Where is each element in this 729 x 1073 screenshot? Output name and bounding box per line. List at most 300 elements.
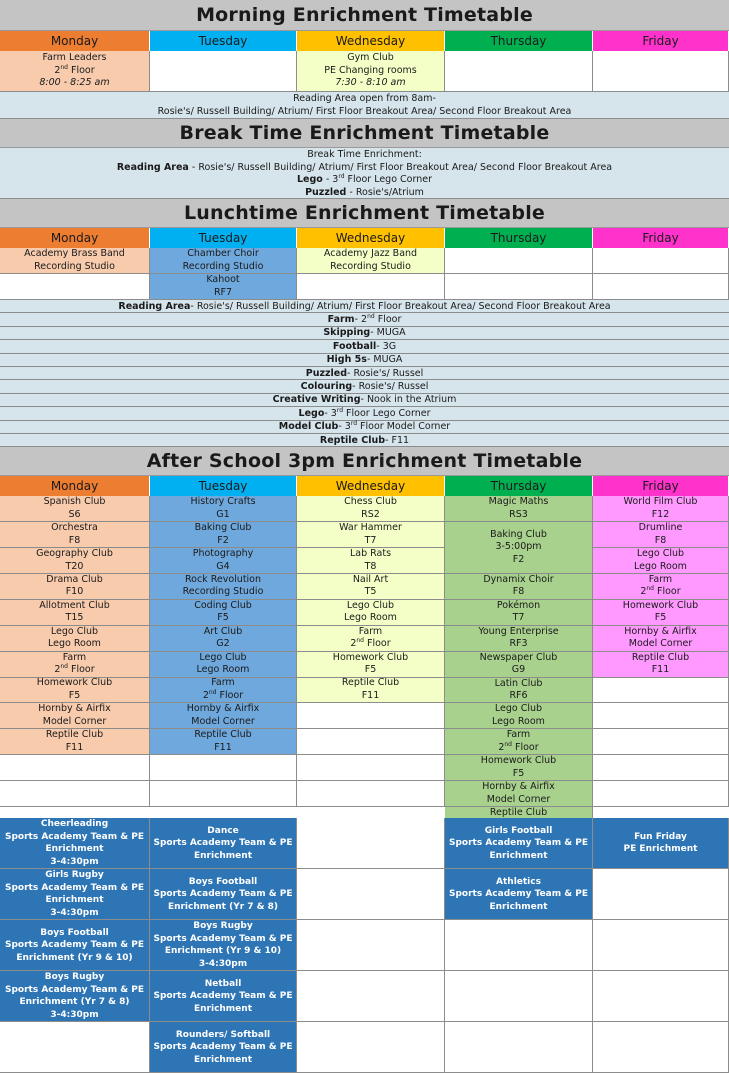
club-cell <box>297 574 445 600</box>
sports-activity-cell <box>0 869 150 920</box>
club-name: Lego Club <box>346 599 395 611</box>
lunch-monday-activity <box>0 248 150 274</box>
empty-cell <box>297 703 445 729</box>
empty-cell <box>297 781 445 807</box>
sport-detail: Sports Academy Team & PE <box>5 984 144 995</box>
lunch-line: Model Club - 3rd Floor Model Corner <box>0 421 729 434</box>
lunch-line: Puzzled - Rosie's/ Russel <box>0 367 729 380</box>
break-line: Lego - 3rd Floor Lego Corner <box>297 172 432 185</box>
club-name: Baking Club <box>490 528 547 540</box>
club-name: Farm <box>358 625 383 637</box>
club-detail: Model Corner <box>628 638 693 650</box>
empty-cell <box>593 971 729 1022</box>
club-detail: Recording Studio <box>182 586 264 598</box>
club-detail: 2nd Floor <box>498 740 539 753</box>
club-detail: T5 <box>364 586 377 598</box>
club-cell <box>445 781 593 807</box>
club-name: Orchestra <box>51 522 98 534</box>
club-cell <box>0 729 150 755</box>
club-cell <box>0 496 150 522</box>
morning-thursday-empty <box>445 51 593 92</box>
sport-detail: Enrichment <box>489 850 548 861</box>
empty-cell <box>297 869 445 920</box>
lunch-title: Lunchtime Enrichment Timetable <box>0 199 729 228</box>
morning-wednesday-activity <box>297 51 445 92</box>
thursday-sports-column <box>445 818 593 1073</box>
club-detail: T7 <box>512 612 525 624</box>
club-cell <box>445 652 593 678</box>
club-name: Hornby & Airfix <box>624 625 697 637</box>
lunch-row-2 <box>0 274 729 300</box>
sports-academy-grid <box>0 818 729 1073</box>
lunch-line: Creative Writing - Nook in the Atrium <box>0 394 729 407</box>
club-cell <box>593 652 729 678</box>
activity-name: Academy Brass Band <box>24 248 125 259</box>
club-detail: 2nd Floor <box>54 662 95 676</box>
wednesday-sports-column <box>297 818 445 1073</box>
club-detail: T8 <box>364 560 377 572</box>
sport-name: Boys Football <box>40 927 109 938</box>
sport-detail: Enrichment <box>193 850 252 861</box>
lunch-thursday-empty <box>445 248 593 274</box>
morning-day-header <box>0 31 729 51</box>
empty-cell <box>593 729 729 755</box>
empty-cell <box>150 755 297 781</box>
lunch-line: Lego - 3rd Floor Lego Corner <box>0 407 729 420</box>
club-detail: F5 <box>512 767 525 779</box>
club-name: Drama Club <box>46 573 103 585</box>
club-cell <box>150 600 297 626</box>
club-cell <box>445 729 593 755</box>
club-detail: RS2 <box>361 508 380 520</box>
sport-detail: PE Enrichment <box>623 844 698 855</box>
club-name: Chess Club <box>344 496 397 508</box>
club-detail: RF6 <box>509 690 528 701</box>
sport-detail: Sports Academy Team & PE <box>5 940 144 951</box>
sport-detail: Sports Academy Team & PE <box>5 831 144 842</box>
club-name: Homework Club <box>36 677 113 689</box>
club-cell <box>150 574 297 600</box>
empty-cell <box>0 1022 150 1073</box>
club-name: War Hammer <box>339 522 402 534</box>
sports-activity-cell <box>0 920 150 971</box>
club-name: Lego Club <box>636 548 685 560</box>
club-cell <box>593 496 729 522</box>
sport-name: Girls Rugby <box>45 870 104 881</box>
sport-detail: Enrichment <box>489 901 548 912</box>
empty-cell <box>297 818 445 869</box>
club-name: Reptile Club <box>45 729 104 741</box>
club-name: Lego Club <box>199 651 247 663</box>
club-name: Lab Rats <box>349 548 392 560</box>
club-cell <box>445 522 593 574</box>
club-detail: F8 <box>512 586 525 598</box>
sport-name: Boys Rugby <box>44 972 105 983</box>
empty-cell <box>297 971 445 1022</box>
lunch-line: Colouring - Rosie's/ Russel <box>0 380 729 393</box>
empty-cell <box>0 781 150 807</box>
sport-detail: Sports Academy Team & PE <box>153 991 293 1002</box>
club-name: Reptile Club <box>341 677 400 689</box>
sport-detail: Sports Academy Team & PE <box>449 838 588 849</box>
thursday-clubs-column <box>445 496 593 818</box>
sports-activity-cell <box>593 818 729 869</box>
club-detail: 2nd Floor <box>350 637 391 650</box>
club-cell <box>593 574 729 600</box>
lunch-line: Football - 3G <box>0 340 729 353</box>
after-day-monday: Monday <box>0 476 150 496</box>
club-cell <box>445 600 593 626</box>
morning-day-tuesday: Tuesday <box>150 31 297 51</box>
sports-activity-cell <box>0 818 150 869</box>
club-detail: Lego Room <box>634 560 687 572</box>
club-cell <box>150 626 297 652</box>
club-detail: F5 <box>217 612 229 624</box>
empty-cell <box>593 781 729 807</box>
empty-cell <box>150 781 297 807</box>
empty-cell <box>297 729 445 755</box>
lunch-day-tuesday: Tuesday <box>150 228 297 248</box>
after-school-club-grid <box>0 496 729 818</box>
friday-sports-column <box>593 818 729 1073</box>
lunch-friday-empty <box>593 248 729 274</box>
lunch-day-thursday: Thursday <box>445 228 593 248</box>
club-detail: S6 <box>68 508 81 520</box>
club-name: Coding Club <box>194 599 252 611</box>
club-cell <box>0 600 150 626</box>
club-name: Baking Club <box>194 522 252 534</box>
club-name: History Crafts <box>190 496 256 508</box>
sport-detail: Enrichment <box>193 1054 252 1065</box>
club-detail: F11 <box>361 689 380 701</box>
reading-area-heading: Reading Area open from 8am- <box>293 93 436 104</box>
sport-detail: Sports Academy Team & PE <box>449 889 588 900</box>
club-cell <box>593 626 729 652</box>
club-cell <box>150 652 297 678</box>
club-name: Young Enterprise <box>478 625 559 637</box>
sports-activity-cell <box>150 1022 297 1073</box>
club-name: Hornby & Airfix <box>186 703 260 715</box>
club-cell <box>0 652 150 678</box>
sports-activity-cell <box>150 869 297 920</box>
reading-area-locations: Rosie's/ Russell Building/ Atrium/ First Floor Breakout Area/ Second Floor Breakout Area <box>157 105 572 117</box>
sport-detail: Enrichment <box>45 895 104 906</box>
club-cell <box>0 703 150 729</box>
club-name: Homework Club <box>622 599 699 611</box>
after-day-friday: Friday <box>593 476 729 496</box>
break-title: Break Time Enrichment Timetable <box>0 119 729 148</box>
club-cell <box>150 703 297 729</box>
morning-day-wednesday: Wednesday <box>297 31 445 51</box>
lunch-monday-empty <box>0 274 150 300</box>
activity-name: Chamber Choir <box>187 248 259 259</box>
wednesday-clubs-column <box>297 496 445 818</box>
club-cell <box>593 522 729 548</box>
break-heading: Break Time Enrichment: <box>307 149 422 160</box>
club-name: Lego Club <box>50 625 99 637</box>
lunch-wednesday-empty <box>297 274 445 300</box>
lunch-tuesday-activity <box>150 274 297 300</box>
sport-detail: Sports Academy Team & PE <box>153 933 293 944</box>
morning-monday-activity <box>0 51 150 92</box>
sport-name: Netball <box>204 978 242 989</box>
sport-name: Boys Football <box>188 876 258 887</box>
empty-cell <box>593 920 729 971</box>
club-detail: RS3 <box>509 508 528 520</box>
club-name: Farm <box>648 573 673 585</box>
after-day-thursday: Thursday <box>445 476 593 496</box>
club-cell <box>445 626 593 652</box>
sport-name: Dance <box>207 825 239 836</box>
club-detail: Lego Room <box>196 664 250 676</box>
activity-name: Kahoot <box>206 274 240 285</box>
club-cell <box>445 496 593 522</box>
club-detail: G1 <box>216 508 230 520</box>
club-cell <box>445 703 593 729</box>
sport-detail: Sports Academy Team & PE <box>153 889 293 900</box>
club-name: Reptile Club <box>489 807 548 818</box>
monday-clubs-column <box>0 496 150 818</box>
club-name: Hornby & Airfix <box>482 781 555 793</box>
club-name: Spanish Club <box>43 496 106 508</box>
sport-detail: 3-4:30pm <box>50 1009 99 1020</box>
sport-detail: Enrichment (Yr 7 & 8) <box>167 901 279 912</box>
club-name: Lego Club <box>494 703 543 715</box>
after-day-tuesday: Tuesday <box>150 476 297 496</box>
club-detail: F8 <box>654 534 667 546</box>
empty-cell <box>593 1022 729 1073</box>
club-detail: Lego Room <box>344 612 397 624</box>
activity-location: Recording Studio <box>182 260 264 272</box>
club-detail: G9 <box>511 664 526 676</box>
sport-name: Athletics <box>496 876 541 887</box>
sport-detail: Enrichment (Yr 9 & 10) <box>164 946 282 957</box>
club-detail: G2 <box>216 638 230 650</box>
empty-cell <box>297 755 445 781</box>
club-name: Homework Club <box>480 755 557 767</box>
club-cell <box>445 678 593 704</box>
club-detail: F5 <box>364 664 377 676</box>
club-detail: F5 <box>68 689 81 701</box>
lunch-friday-empty <box>593 274 729 300</box>
morning-friday-empty <box>593 51 729 92</box>
club-cell <box>297 522 445 548</box>
club-cell <box>150 678 297 704</box>
lunch-day-wednesday: Wednesday <box>297 228 445 248</box>
club-name: Drumline <box>638 522 683 534</box>
club-name: Nail Art <box>352 573 389 585</box>
club-cell <box>0 548 150 574</box>
after-school-title: After School 3pm Enrichment Timetable <box>0 447 729 476</box>
club-name: Latin Club <box>494 677 543 689</box>
sport-detail: 3-4:30pm <box>50 856 99 867</box>
club-detail: T15 <box>65 612 84 624</box>
activity-location: 2nd Floor <box>54 63 95 76</box>
lunch-wednesday-activity <box>297 248 445 274</box>
sport-detail: Enrichment <box>45 844 104 855</box>
club-cell <box>0 574 150 600</box>
after-school-day-header <box>0 476 729 496</box>
lunch-day-friday: Friday <box>593 228 729 248</box>
club-cell <box>150 548 297 574</box>
club-cell <box>150 496 297 522</box>
sport-detail: 3-4:30pm <box>50 907 99 918</box>
club-cell <box>593 600 729 626</box>
lunch-activity-list <box>0 300 729 447</box>
lunch-line: Skipping - MUGA <box>0 327 729 340</box>
sport-detail: Enrichment (Yr 9 & 10) <box>16 952 133 963</box>
club-name: Farm <box>211 677 235 689</box>
club-detail: T20 <box>65 560 84 572</box>
club-detail: T7 <box>364 534 377 546</box>
club-name: Reptile Club <box>194 729 252 741</box>
club-name: Rock Revolution <box>184 573 262 585</box>
club-detail: Model Corner <box>42 715 107 727</box>
club-detail: Model Corner <box>486 793 551 805</box>
club-cell <box>150 522 297 548</box>
sports-activity-cell <box>150 818 297 869</box>
sport-detail: Enrichment (Yr 7 & 8) <box>19 997 130 1008</box>
morning-reading-area <box>0 92 729 119</box>
activity-name: Gym Club <box>347 52 394 64</box>
club-cell <box>150 729 297 755</box>
club-detail: 2nd Floor <box>202 688 244 701</box>
morning-day-friday: Friday <box>593 31 729 51</box>
club-name: Dynamix Choir <box>483 573 554 585</box>
break-line: Puzzled - Rosie's/Atrium <box>305 186 424 198</box>
club-name: Farm <box>506 729 531 741</box>
club-name: Pokémon <box>496 599 541 611</box>
empty-cell <box>297 920 445 971</box>
sport-detail: Sports Academy Team & PE <box>5 882 144 893</box>
lunch-line: Reptile Club - F11 <box>0 434 729 447</box>
club-detail: F10 <box>65 586 84 598</box>
club-cell <box>445 755 593 781</box>
club-detail: F5 <box>654 612 667 624</box>
empty-cell <box>297 1022 445 1073</box>
club-detail: Model Corner <box>191 715 255 727</box>
club-cell <box>0 678 150 704</box>
lunch-line: High 5s - MUGA <box>0 354 729 367</box>
club-cell <box>593 548 729 574</box>
empty-cell <box>593 678 729 704</box>
club-name: Newspaper Club <box>479 651 558 663</box>
club-detail: G4 <box>216 560 230 572</box>
break-activities <box>0 148 729 199</box>
sport-name: Fun Friday <box>634 831 687 842</box>
activity-location: Recording Studio <box>34 260 115 272</box>
club-name: Art Club <box>203 625 243 637</box>
club-detail: F2 <box>512 553 525 565</box>
club-detail: F11 <box>651 664 670 676</box>
club-detail: RF3 <box>509 638 528 650</box>
club-cell <box>0 522 150 548</box>
empty-cell <box>593 755 729 781</box>
club-detail: 2nd Floor <box>640 585 681 598</box>
lunch-thursday-empty <box>445 274 593 300</box>
sport-name: Rounders/ Softball <box>175 1029 271 1040</box>
morning-day-monday: Monday <box>0 31 150 51</box>
sport-detail: Sports Academy Team & PE <box>153 838 293 849</box>
empty-cell <box>445 1022 593 1073</box>
after-day-wednesday: Wednesday <box>297 476 445 496</box>
club-cell <box>297 678 445 704</box>
sport-detail: Enrichment <box>193 1003 252 1014</box>
club-detail: Lego Room <box>492 715 545 727</box>
club-detail: 3-5:00pm <box>495 541 542 553</box>
club-name: Homework Club <box>332 651 409 663</box>
activity-location: RF7 <box>213 286 233 298</box>
tuesday-clubs-column <box>150 496 297 818</box>
club-name: Hornby & Airfix <box>38 703 111 715</box>
club-cell <box>0 626 150 652</box>
activity-name: Farm Leaders <box>42 52 107 64</box>
sport-detail: Sports Academy Team & PE <box>153 1042 293 1053</box>
lunch-line: Farm - 2nd Floor <box>0 313 729 326</box>
club-detail: F11 <box>65 741 84 753</box>
club-cell <box>297 652 445 678</box>
sports-activity-cell <box>445 869 593 920</box>
lunch-tuesday-activity <box>150 248 297 274</box>
morning-tuesday-empty <box>150 51 297 92</box>
morning-title: Morning Enrichment Timetable <box>0 0 729 31</box>
club-name: Allotment Club <box>39 599 110 611</box>
club-cell <box>297 496 445 522</box>
lunch-day-monday: Monday <box>0 228 150 248</box>
club-detail: F12 <box>651 508 670 520</box>
activity-location: PE Changing rooms <box>324 64 417 76</box>
activity-time: 8:00 - 8:25 am <box>39 77 110 89</box>
sports-activity-cell <box>150 920 297 971</box>
empty-cell <box>445 920 593 971</box>
club-name: Magic Maths <box>488 496 549 508</box>
monday-sports-column <box>0 818 150 1073</box>
club-name: World Film Club <box>623 496 698 508</box>
empty-cell <box>0 755 150 781</box>
club-cell <box>297 626 445 652</box>
club-name: Reptile Club <box>631 651 690 663</box>
sports-activity-cell <box>445 818 593 869</box>
activity-name: Academy Jazz Band <box>323 248 418 259</box>
empty-cell <box>593 869 729 920</box>
club-detail: Lego Room <box>48 638 101 650</box>
lunch-line: Reading Area - Rosie's/ Russell Building/ Atrium/ First Floor Breakout Area/ Second Floor Breakout Area <box>0 300 729 313</box>
sport-name: Cheerleading <box>40 819 109 830</box>
club-detail: F11 <box>214 741 232 753</box>
sports-activity-cell <box>150 971 297 1022</box>
club-name: Farm <box>62 651 87 663</box>
activity-time: 7:30 - 8:10 am <box>335 77 406 89</box>
club-name: Geography Club <box>36 548 113 560</box>
club-cell <box>297 548 445 574</box>
morning-activities-row <box>0 51 729 92</box>
sport-name: Boys Rugby <box>193 921 253 932</box>
empty-cell <box>593 703 729 729</box>
empty-cell <box>445 971 593 1022</box>
club-cell <box>297 600 445 626</box>
club-detail: F8 <box>68 534 81 546</box>
club-detail: F2 <box>217 534 229 546</box>
sport-name: Girls Football <box>484 825 553 836</box>
lunch-row-1 <box>0 248 729 274</box>
break-line: Reading Area - Rosie's/ Russell Building/ Atrium/ First Floor Breakout Area/ Second Floor Breakout Area <box>116 161 613 173</box>
sports-activity-cell <box>0 971 150 1022</box>
tuesday-sports-column <box>150 818 297 1073</box>
club-cell <box>445 807 593 818</box>
club-name: Photography <box>192 548 254 560</box>
club-cell <box>445 574 593 600</box>
friday-clubs-column <box>593 496 729 818</box>
